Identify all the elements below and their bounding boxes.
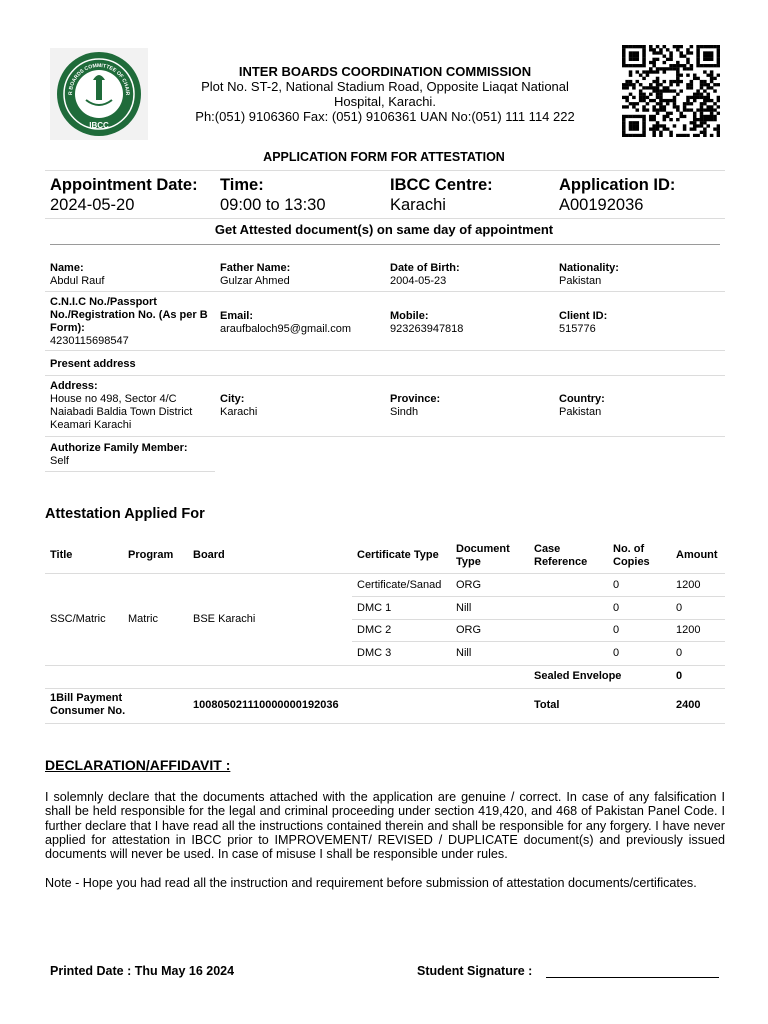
ibcc-centre: IBCC Centre: Karachi: [390, 176, 493, 214]
row2-amount: 0: [676, 602, 683, 614]
row2-certificate-type: DMC 1: [357, 602, 392, 614]
family-member-field: Authorize Family Member: Self: [50, 442, 188, 467]
row3-copies: 0: [613, 624, 620, 636]
logo-ring-text: R BOARDS COMMITTEE OF CHAIR: [67, 62, 131, 96]
row4-amount: 0: [676, 647, 683, 659]
col-document-type: Document Type: [456, 543, 510, 568]
bill-payment-label: 1Bill Payment Consumer No.: [50, 692, 126, 717]
col-board: Board: [193, 549, 225, 561]
bill-payment-consumer-no: 100805021110000000192036: [193, 699, 339, 711]
appointment-date: Appointment Date: 2024-05-20: [50, 176, 198, 214]
appointment-time: Time: 09:00 to 13:30: [220, 176, 326, 214]
qr-code-icon: [622, 45, 720, 137]
form-title: APPLICATION FORM FOR ATTESTATION: [263, 150, 505, 164]
row1-copies: 0: [613, 579, 620, 591]
col-case-reference: Case Reference: [534, 543, 588, 568]
ibcc-logo: [50, 48, 148, 140]
father-name-field: Father Name: Gulzar Ahmed: [220, 262, 291, 287]
logo-ibcc-text: IBCC: [89, 121, 109, 130]
org-contact: Ph:(051) 9106360 Fax: (051) 9106361 UAN No:(051) 111 114 222: [195, 109, 575, 124]
email-field: Email: araufbaloch95@gmail.com: [220, 310, 352, 335]
col-copies: No. of Copies: [613, 543, 650, 568]
name-field: Name: Abdul Rauf: [50, 262, 105, 287]
row3-document-type: ORG: [456, 624, 482, 636]
row2-document-type: Nill: [456, 602, 472, 614]
cell-program: Matric: [128, 613, 158, 625]
row4-certificate-type: DMC 3: [357, 647, 392, 659]
org-address-2: Hospital, Karachi.: [334, 94, 436, 109]
row1-document-type: ORG: [456, 579, 482, 591]
mobile-field: Mobile: 923263947818: [390, 310, 464, 335]
declaration-heading: DECLARATION/AFFIDAVIT :: [45, 757, 231, 773]
row1-amount: 1200: [676, 579, 701, 591]
row4-copies: 0: [613, 647, 620, 659]
nationality-field: Nationality: Pakistan: [559, 262, 619, 287]
cell-title: SSC/Matric: [50, 613, 106, 625]
client-id-field: Client ID: 515776: [559, 310, 608, 335]
city-field: City: Karachi: [220, 393, 258, 418]
present-address-heading: Present address: [50, 358, 136, 370]
org-name: INTER BOARDS COORDINATION COMMISSION: [238, 64, 532, 79]
address-field: Address: House no 498, Sector 4/C Naiabadi Baldia Town District Keamari Karachi: [50, 380, 193, 431]
total-value: 2400: [676, 699, 701, 711]
organization-header: [150, 64, 620, 124]
total-label: Total: [534, 699, 560, 711]
col-program: Program: [128, 549, 174, 561]
declaration-text: I solemnly declare that the documents attached with the application are genuine / correct. In case of any falsification I shall be held responsible for the legal and criminal proceeding under section 419,420, and 468 of Pakistan Panel Code. I further declare that I have read all the instructions contained therein and shall be responsible for any forgery. I have never applied for attestation in IBCC prior to IMPROVEMENT/ REVISED / DUPLICATE document(s) and previously issued documents will never be used. In case of misuse I shall be responsible under rules.: [45, 790, 725, 862]
student-signature-label: Student Signature :: [417, 964, 533, 978]
col-title: Title: [50, 549, 73, 561]
cnic-field: C.N.I.C No./Passport No./Registration No. (As per B Form): 4230115698547: [50, 296, 208, 347]
row3-amount: 1200: [676, 624, 701, 636]
province-field: Province: Sindh: [390, 393, 441, 418]
row1-certificate-type: Certificate/Sanad: [357, 579, 442, 591]
sealed-envelope-label: Sealed Envelope: [534, 670, 622, 682]
same-day-notice: Get Attested document(s) on same day of appointment: [214, 222, 554, 237]
col-certificate-type: Certificate Type: [357, 549, 439, 561]
org-address-1: Plot No. ST-2, National Stadium Road, Opposite Liaqat National: [201, 79, 569, 94]
row3-certificate-type: DMC 2: [357, 624, 392, 636]
application-id: Application ID: A00192036: [559, 176, 676, 214]
cell-board: BSE Karachi: [193, 613, 256, 625]
printed-date: Printed Date : Thu May 16 2024: [50, 964, 235, 978]
attestation-heading: Attestation Applied For: [45, 506, 205, 522]
col-amount: Amount: [676, 549, 718, 561]
sealed-envelope-value: 0: [676, 670, 683, 682]
country-field: Country: Pakistan: [559, 393, 605, 418]
row2-copies: 0: [613, 602, 620, 614]
row4-document-type: Nill: [456, 647, 472, 659]
signature-line: [546, 977, 719, 978]
declaration-note: Note - Hope you had read all the instruction and requirement before submission of attestation documents/certificates.: [45, 876, 697, 890]
dob-field: Date of Birth: 2004-05-23: [390, 262, 460, 287]
